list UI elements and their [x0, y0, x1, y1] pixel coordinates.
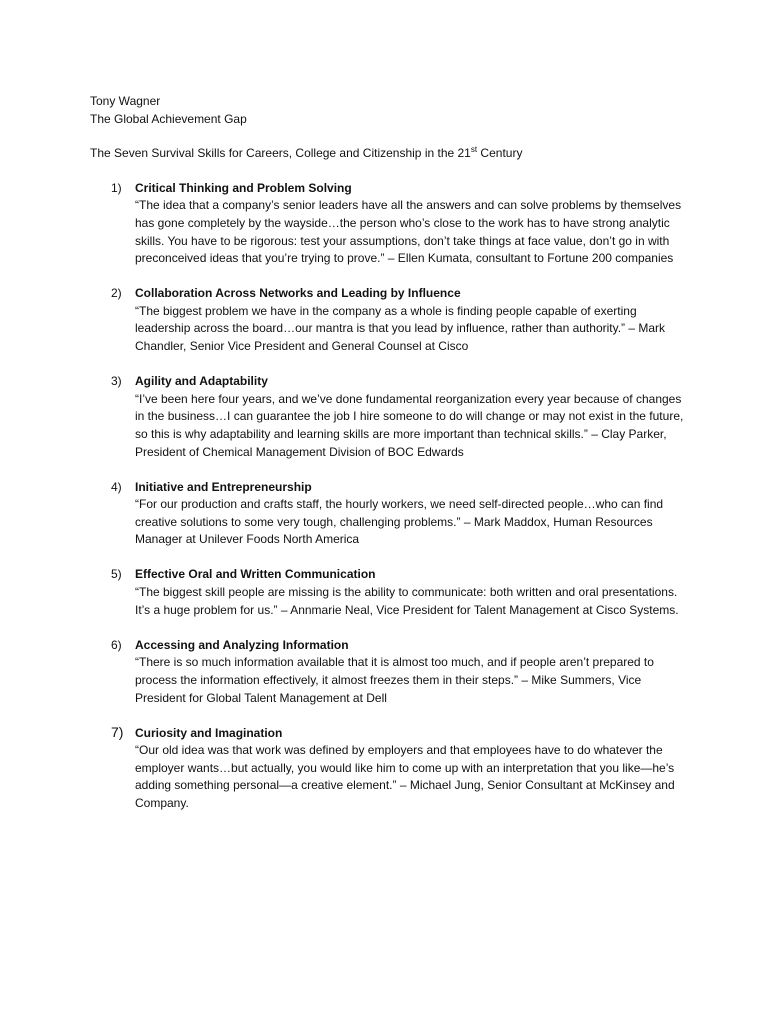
document-page: [90, 93, 690, 830]
item-title: Agility and Adaptability: [135, 374, 268, 389]
subtitle-text: The Seven Survival Skills for Careers, College and Citizenship in the 21: [90, 146, 471, 161]
item-number: 4): [111, 479, 122, 494]
list-item: [90, 373, 690, 461]
item-title: Accessing and Analyzing Information: [135, 637, 349, 652]
item-quote: “I’ve been here four years, and we’ve done fundamental reorganization every year because of changes in the business…I can guarantee the job I hire someone to do will change or may not exist in the future, so this is why adaptability and learning skills are more important than technical skills.” – Clay Parker, President of Chemical Management Division of BOC Edwards: [135, 391, 684, 459]
list-item: [90, 637, 690, 707]
item-title: Curiosity and Imagination: [135, 725, 283, 740]
list-item: [90, 566, 690, 619]
item-number: 6): [111, 637, 122, 652]
item-title: Effective Oral and Written Communication: [135, 567, 376, 582]
subtitle-suffix: Century: [477, 146, 523, 161]
item-number: 5): [111, 567, 122, 582]
book-title: The Global Achievement Gap: [90, 111, 247, 126]
item-title: Initiative and Entrepreneurship: [135, 479, 312, 494]
item-quote: “The idea that a company’s senior leaders have all the answers and can solve problems by themselves has gone completely by the wayside…the person who’s close to the work has to have strong analytic skills. You have to be rigorous: test your assumptions, don’t take things at face value, don’t go in with preconceived ideas that you’re trying to prove.” – Ellen Kumata, consultant to Fortune 200 companies: [135, 198, 682, 266]
item-quote: “The biggest problem we have in the company as a whole is finding people capable of exerting leadership across the board…our mantra is that you lead by influence, rather than authority.” – Mark Chandler, Senior Vice President and General Counsel at Cisco: [135, 303, 666, 354]
item-quote: “Our old idea was that work was defined by employers and that employees have to do whatever the employer wants…but actually, you would like him to come up with an interpretation that you like—he’s adding something personal—a creative element.” – Michael Jung, Senior Consultant at McKinsey and Company.: [135, 743, 675, 810]
list-item: [90, 725, 690, 813]
item-number: 2): [111, 286, 122, 301]
list-item: [90, 180, 690, 268]
list-item: [90, 479, 690, 549]
item-number: 7): [111, 723, 124, 740]
item-number: 1): [111, 180, 122, 195]
item-quote: “The biggest skill people are missing is the ability to communicate: both written and oral presentations. It’s a huge problem for us.” – Annmarie Neal, Vice President for Talent Management at Cisco Systems.: [135, 585, 679, 617]
item-title: Collaboration Across Networks and Leading by Influence: [135, 286, 461, 301]
item-quote: “For our production and crafts staff, the hourly workers, we need self-directed people…who can find creative solutions to some very tough, challenging problems.” – Mark Maddox, Human Resources Manager at Unilever Foods North America: [135, 497, 664, 547]
item-quote: “There is so much information available that it is almost too much, and if people aren’t prepared to process the information effectively, it almost freezes them in their steps.” – Mike Summers, Vice President for Global Talent Management at Dell: [135, 655, 654, 705]
item-title: Critical Thinking and Problem Solving: [135, 180, 352, 195]
subtitle-superscript: st: [470, 145, 478, 155]
author-name: Tony Wagner: [90, 94, 161, 108]
skills-list: [90, 180, 690, 813]
document-subtitle: [90, 145, 690, 163]
list-item: [90, 285, 690, 355]
item-number: 3): [111, 374, 122, 389]
